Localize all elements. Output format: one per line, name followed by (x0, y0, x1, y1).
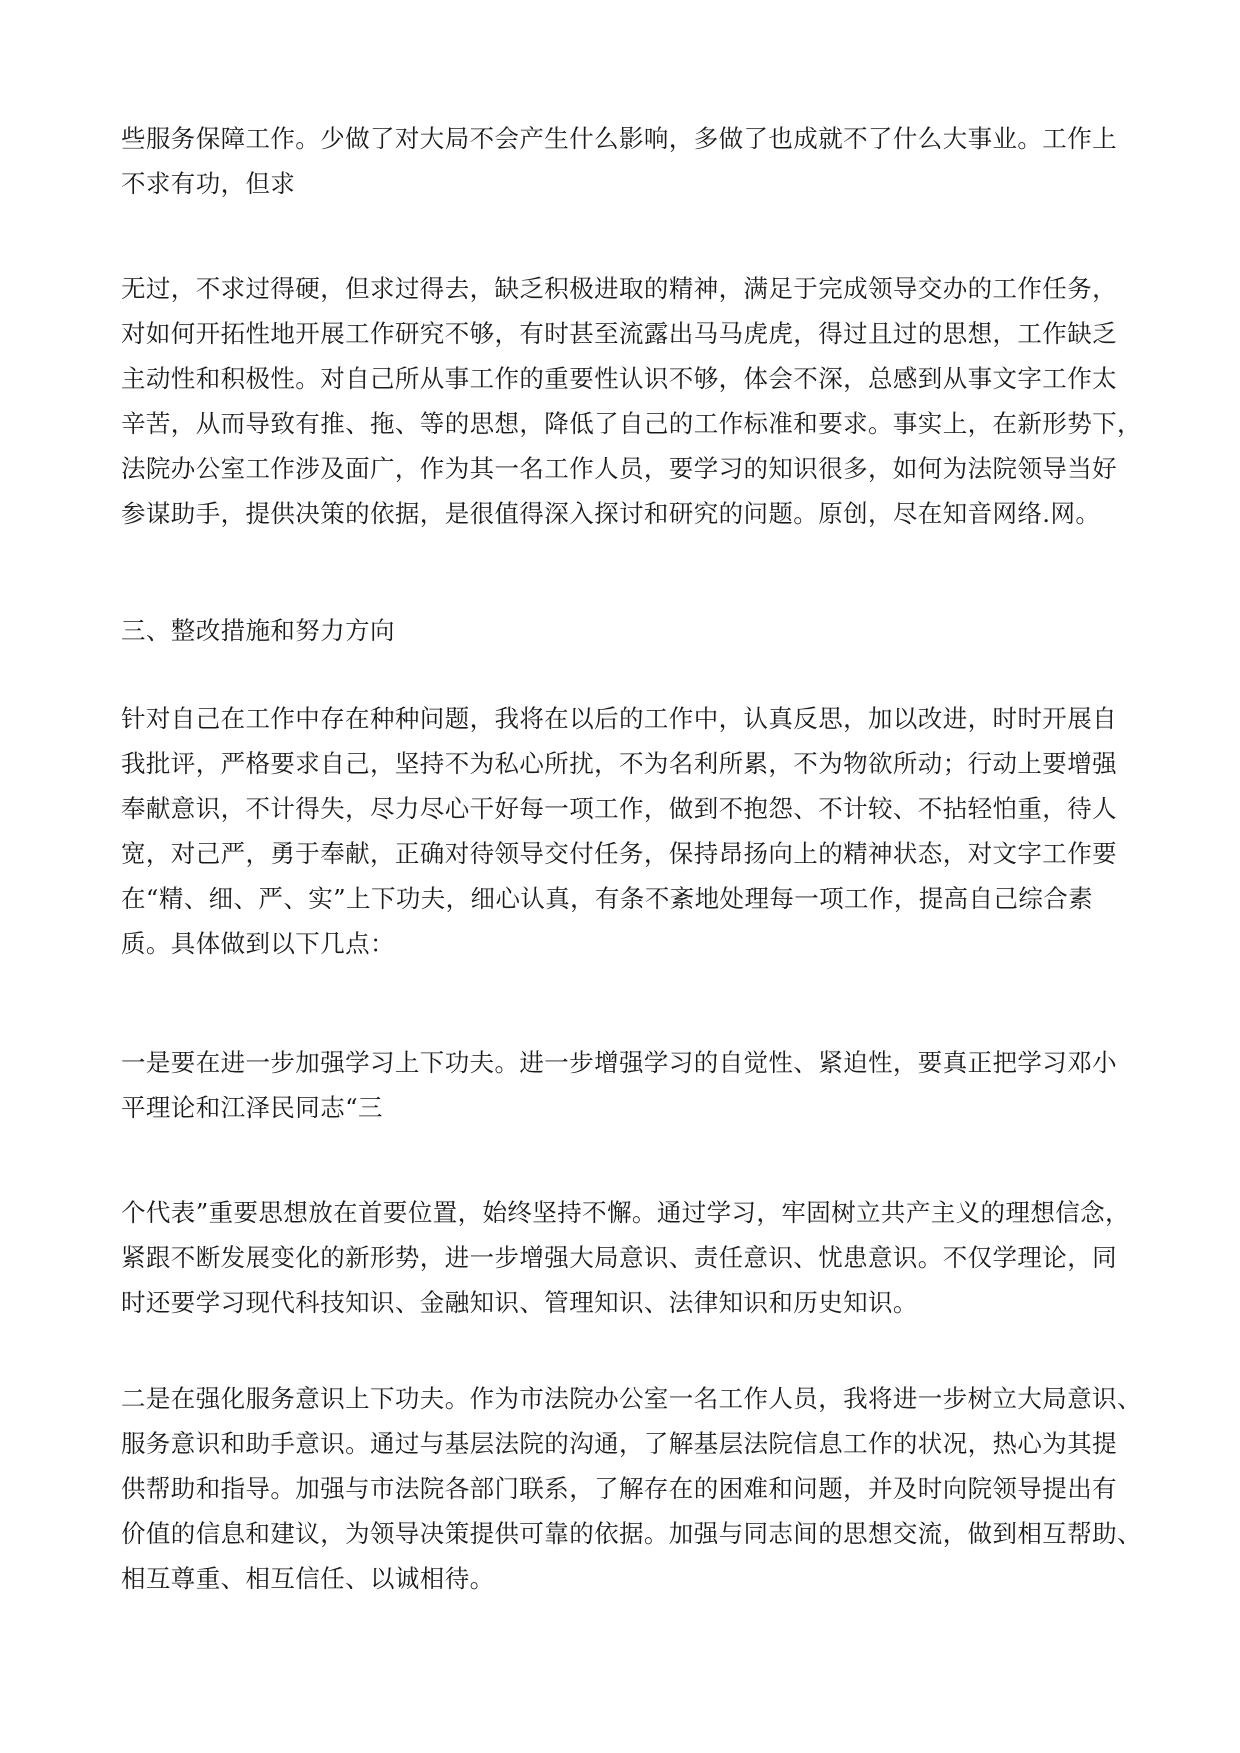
paragraph-shortcomings (121, 266, 1142, 536)
text-line: 宽，对己严，勇于奉献，正确对待领导交付任务，保持昂扬向上的精神状态，对文字工作要 (121, 839, 1117, 868)
section-heading-rectification (121, 608, 1121, 653)
text-line: 针对自己在工作中存在种种问题，我将在以后的工作中，认真反思，加以改进，时时开展自 (121, 704, 1117, 733)
text-line: 参谋助手，提供决策的依据，是很值得深入探讨和研究的问题。原创，尽在知音网络.网。 (121, 499, 1101, 528)
text-line: 在“精、细、严、实”上下功夫，细心认真，有条不紊地处理每一项工作，提高自己综合素 (121, 884, 1094, 913)
paragraph-point-one-study (121, 1040, 1121, 1130)
text-line: 时还要学习现代科技知识、金融知识、管理知识、法律知识和历史知识。 (121, 1288, 918, 1317)
text-line: 主动性和积极性。对自己所从事工作的重要性认识不够，体会不深，总感到从事文字工作太 (121, 364, 1117, 393)
text-line: 无过，不求过得硬，但求过得去，缺乏积极进取的精神，满足于完成领导交办的工作任务， (121, 274, 1117, 303)
text-line: 辛苦，从而导致有推、拖、等的思想，降低了自己的工作标准和要求。事实上，在新形势下， (121, 409, 1142, 438)
text-line: 一是要在进一步加强学习上下功夫。进一步增强学习的自觉性、紧迫性，要真正把学习邓小 (121, 1048, 1117, 1077)
text-line: 些服务保障工作。少做了对大局不会产生什么影响，多做了也成就不了什么大事业。工作上 (121, 124, 1117, 153)
text-line: 我批评，严格要求自己，坚持不为私心所扰，不为名利所累，不为物欲所动；行动上要增强 (121, 749, 1117, 778)
text-line: 价值的信息和建议，为领导决策提供可靠的依据。加强与同志间的思想交流，做到相互帮助、 (121, 1519, 1142, 1548)
text-line: 二是在强化服务意识上下功夫。作为市法院办公室一名工作人员，我将进一步树立大局意识、 (121, 1384, 1142, 1413)
text-line: 个代表”重要思想放在首要位置，始终坚持不懈。通过学习，牢固树立共产主义的理想信念， (121, 1198, 1130, 1227)
paragraph-service-work (121, 116, 1121, 206)
text-line: 相互尊重、相互信任、以诚相待。 (121, 1564, 495, 1593)
text-line: 供帮助和指导。加强与市法院各部门联系，了解存在的困难和问题，并及时向院领导提出有 (121, 1474, 1117, 1503)
text-line: 对如何开拓性地开展工作研究不够，有时甚至流露出马马虎虎，得过且过的思想，工作缺乏 (121, 319, 1117, 348)
text-line: 紧跟不断发展变化的新形势，进一步增强大局意识、责任意识、忧患意识。不仅学理论，同 (121, 1243, 1117, 1272)
paragraph-point-two-service (121, 1376, 1142, 1601)
text-line: 平理论和江泽民同志“三 (121, 1093, 383, 1122)
text-line: 法院办公室工作涉及面广，作为其一名工作人员，要学习的知识很多，如何为法院领导当好 (121, 454, 1117, 483)
text-line: 奉献意识，不计得失，尽力尽心干好每一项工作，做到不抱怨、不计较、不拈轻怕重，待人 (121, 794, 1117, 823)
text-line: 服务意识和助手意识。通过与基层法院的沟通，了解基层法院信息工作的状况，热心为其提 (121, 1429, 1117, 1458)
text-line: 质。具体做到以下几点： (121, 929, 395, 958)
paragraph-point-one-continued (121, 1190, 1130, 1325)
section-heading-text: 三、整改措施和努力方向 (121, 616, 395, 645)
paragraph-measures (121, 696, 1121, 966)
text-line: 不求有功，但求 (121, 169, 296, 198)
